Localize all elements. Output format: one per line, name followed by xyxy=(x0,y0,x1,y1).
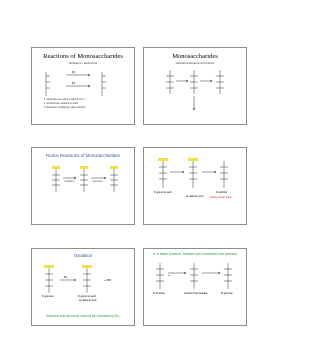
slide-2-products-diagram xyxy=(144,48,247,125)
slide-1-subtitle: Oxidation - Reduction xyxy=(68,61,98,65)
slide-6-diagram xyxy=(144,249,247,326)
slide-5-label-3: an aldonic acid xyxy=(79,299,97,302)
slide-4-label-2: D-sorbitol xyxy=(216,191,228,194)
slide-3-title: Redox Reactions of Monosaccharides xyxy=(46,153,120,158)
slide-6-label-3: D-glucose xyxy=(221,292,233,295)
slide-3-oxidation-label: oxidation xyxy=(64,180,75,183)
slide-1-title: Reactions of Monosaccharides xyxy=(43,53,123,60)
slide-2-subtitle: Oxidation-Reduction Products xyxy=(175,61,215,65)
slide-6-label-1: D-fructose xyxy=(153,292,165,295)
slide-1 xyxy=(31,47,135,125)
slide-6-label-2: enediol intermediate xyxy=(184,292,208,295)
slide-5-label-1: D-glucose xyxy=(42,295,54,298)
slide-3-reduction-label: reduction xyxy=(92,180,103,183)
slide-4-label-3: an aldonic acid xyxy=(186,195,204,198)
slide-5-title: Oxidation xyxy=(73,253,93,258)
slide-4-diagram xyxy=(144,148,247,225)
slide-3 xyxy=(31,147,135,225)
slide-5 xyxy=(31,248,135,326)
slide-1-reaction-diagram xyxy=(32,48,135,125)
slide-3-redox-diagram xyxy=(32,148,135,225)
svg-text:[O]: [O] xyxy=(72,71,76,74)
slide-6-title: In a basic solution, ketoses are converted into aldoses xyxy=(152,252,238,256)
svg-text:[H]: [H] xyxy=(72,82,76,85)
slide-5-footer: Ketoses and alcohols cannot be oxidized by Br₂ xyxy=(46,314,120,318)
slide-4-label-1: D-gluconic acid xyxy=(154,191,172,194)
slide-1-note-1: 1. Aldehydes are easily oxidized (Cu²⁺) xyxy=(44,98,86,101)
slide-2 xyxy=(143,47,247,125)
slide-4-label-4: Heavy-sweet taste xyxy=(210,196,232,199)
slide-2-title: Monosaccharides xyxy=(172,53,218,60)
slide-1-note-3: 3. Reduction of aldehyde gives alcohol xyxy=(44,106,85,109)
slide-6 xyxy=(143,248,247,326)
slide-4 xyxy=(143,147,247,225)
svg-text:+ 2Br⁻: + 2Br⁻ xyxy=(104,278,113,282)
slide-1-note-2: 2. Alcohols are oxidized to acids xyxy=(44,102,79,105)
slide-5-label-2: D-gluconic acid xyxy=(78,295,96,298)
svg-text:Br₂: Br₂ xyxy=(64,275,68,279)
